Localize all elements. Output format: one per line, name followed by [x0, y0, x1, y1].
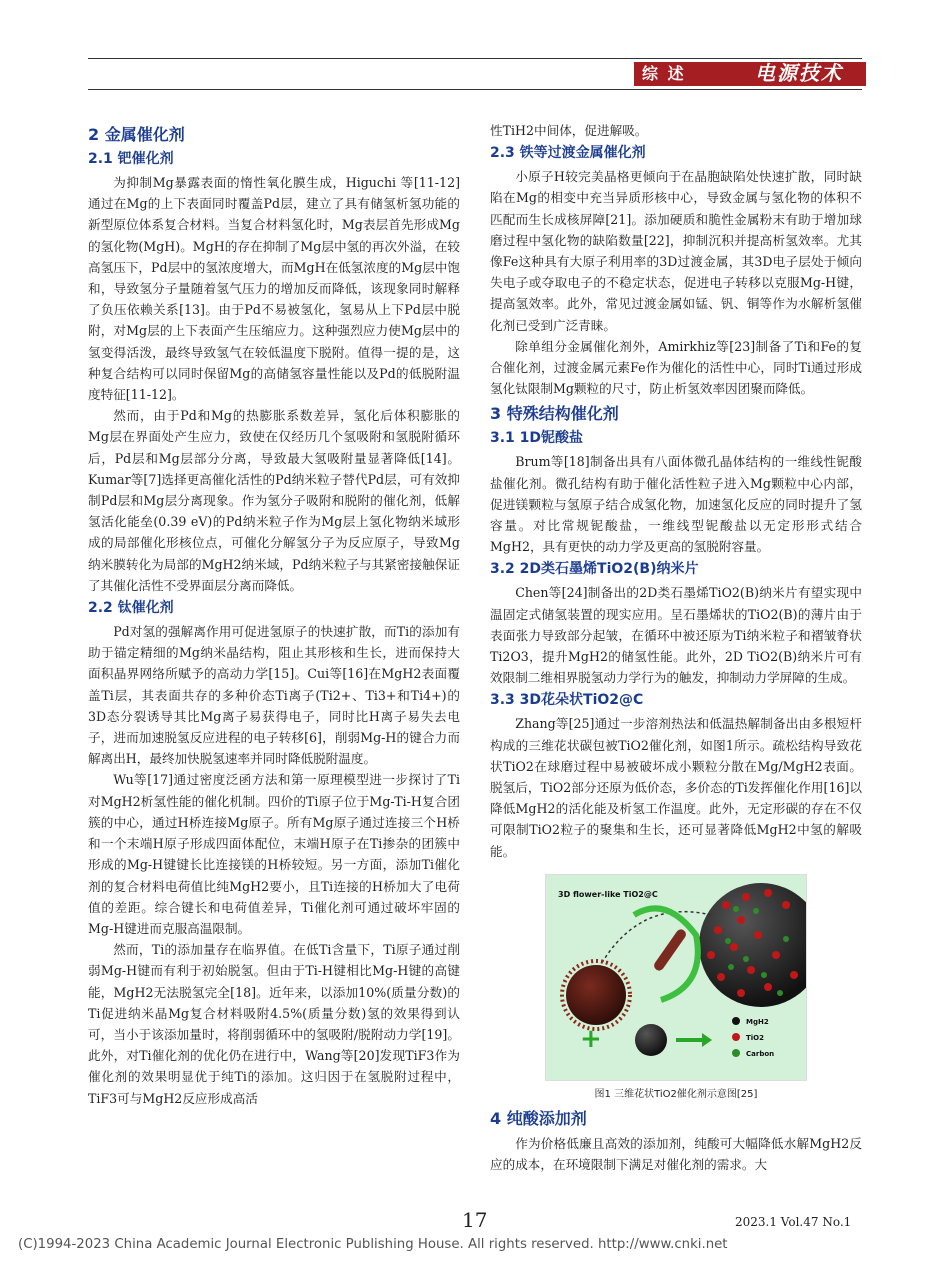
header-section-label: 综 述: [642, 64, 686, 83]
paragraph: Brum等[18]制备出具有八面体微孔晶体结构的一维线性铌酸盐催化剂。微孔结构有助于催化活性粒子进入Mg颗粒中心内部，促进镁颗粒与氢原子结合成氢化物，加速氢化反应的同时提升了氢容量。对比常规铌酸盐，一维线型铌酸盐以无定形形式结合MgH2，具有更快的动力学及更高的氢脱附容量。: [490, 454, 862, 555]
subsection-heading-pd: 2.1 钯催化剂: [88, 151, 174, 167]
paragraph: 作为价格低廉且高效的添加剂，纯酸可大幅降低水解MgH2反应的成本，在环境限制下满足对催化剂的需求。大: [490, 1135, 862, 1173]
paragraph: Zhang等[25]通过一步溶剂热法和低温热解制备出由多根短杆构成的三维花状碳包被TiO2催化剂，如图1所示。疏松结构导致花状TiO2在球磨过程中易被破坏成小颗粒分散在Mg/MgH2表面。脱氢后，TiO2部分还原为低价态，多价态的Ti发挥催化作用[16]以降低MgH2的活化能及析氢工作温度。此外，无定形碳的存在不仅可限制TiO2粒子的聚集和生长，还可显著降低MgH2中氢的解吸能。: [490, 716, 862, 859]
section-heading-special: 3 特殊结构催化剂: [490, 404, 619, 424]
figure-caption: 图1 三维花状TiO2催化剂示意图[25]: [594, 1088, 758, 1100]
left-column: [88, 120, 460, 1109]
paragraph: Chen等[24]制备出的2D类石墨烯TiO2(B)纳米片有望实现中温固定式储氢装置的现实应用。呈石墨烯状的TiO2(B)的薄片由于表面张力导致部分起皱，在循环中被还原为Ti纳米粒子和褶皱脊状Ti2O3，提升MgH2的储氢性能。此外，2D TiO2(B)纳米片可有效限制二维相界脱氢动力学行为的触发，抑制动力学屏障的生成。: [490, 585, 862, 686]
paragraph: 然而，由于Pd和Mg的热膨胀系数差异，氢化后体积膨胀的Mg层在界面处产生应力，致使在仅经历几个氢吸附和氢脱附循环后，Pd层和Mg层部分分离，导致最大氢吸附量显著降低[14]。Kumar等[7]选择更高催化活性的Pd纳米粒子替代Pd层，可有效抑制Pd层和Mg层分离现象。作为氢分子吸附和脱附的催化剂，低解氢活化能垒(0.39 eV)的Pd纳米粒子作为Mg层上氢化物纳米域形成的局部催化形核位点，可催化分解氢分子为反应原子，导致Mg纳米膜转化为局部的MgH2纳米域，Pd纳米粒子与其紧密接触保证了其催化活性不受界面层分离而降低。: [88, 408, 460, 593]
paragraph-continued: 性TiH2中间体，促进解吸。: [490, 123, 648, 138]
journal-logo: 电源技术: [755, 61, 843, 85]
figure-label: 3D flower-like TiO2@C: [558, 889, 658, 899]
subsection-heading-niobate: 3.1 1D铌酸盐: [490, 430, 584, 447]
issue-info: 2023.1 Vol.47 No.1: [735, 1215, 852, 1229]
paragraph: 为抑制Mg暴露表面的惰性氧化膜生成，Higuchi 等[11-12]通过在Mg的上下表面同时覆盖Pd层，建立了具有储氢析氢功能的新型原位体系复合材料。当复合材料氢化时，Mg表层首先形成Mg的氢化物(MgH)。MgH的存在抑制了Mg层中氢的再次外溢，在较高氢压下，Pd层中的氢浓度增大，而MgH在低氢浓度的Mg层中饱和，导致氢分子量随着氢气压力的增加反而降低，该现象同时解释了负压依赖关系[13]。由于Pd不易被氢化，氢易从上下Pd层中脱附，对Mg层的上下表面产生压缩应力。这种强烈应力使Mg层中的氢变得活泼，最终导致氢气在较低温度下脱附。值得一提的是，这种复合结构可以同时保留Mg的高储氢容量性能以及Pd的低脱附温度特征[11-12]。: [88, 175, 460, 403]
subsection-heading-flower: 3.3 3D花朵状TiO2@C: [490, 692, 644, 709]
section-heading-acid: 4 纯酸添加剂: [490, 1108, 587, 1128]
subsection-heading-fe: 2.3 铁等过渡金属催化剂: [490, 145, 646, 162]
paragraph: 除单组分金属催化剂外，Amirkhiz等[23]制备了Ti和Fe的复合催化剂，过渡金属元素Fe作为催化的活性中心，同时Ti通过形成氢化钛限制Mg颗粒的尺寸，防止析氢效率因团聚而降低。: [490, 338, 862, 397]
subsection-heading-tio2b: 3.2 2D类石墨烯TiO2(B)纳米片: [490, 561, 699, 578]
svg-text:+: +: [580, 1023, 602, 1054]
legend-carbon: Carbon: [746, 1049, 775, 1058]
legend-tio2: TiO2: [746, 1033, 764, 1042]
paragraph: Wu等[17]通过密度泛函方法和第一原理模型进一步探讨了Ti对MgH2析氢性能的催化机制。四价的Ti原子位于Mg-Ti-H复合团簇的中心，通过H桥连接Mg原子。所有Mg原子通过连接三个H桥和一个末端H原子形成四面体配位，末端H原子在Ti掺杂的团簇中形成的Mg-H键键长比连接镁的H桥较短。另一方面，添加Ti催化剂的复合材料电荷值比纯MgH2要小，且Ti连接的H桥加大了电荷值的差距。综合键长和电荷值差异，Ti催化剂可通过破坏牢固的Mg-H键进而克服高温限制。: [88, 772, 460, 936]
paragraph: 然而，Ti的添加量存在临界值。在低Ti含量下，Ti原子通过削弱Mg-H键而有利于初始脱氢。但由于Ti-H键相比Mg-H键的高键能，MgH2无法脱氢完全[18]。近年来，以添加10%(质量分数)的Ti促进纳米晶Mg复合材料吸附4.5%(质量分数)氢的效果得到认可，当小于该添加量时，将削弱循环中的氢吸附/脱附动力学[19]。此外，对Ti催化剂的优化仍在进行中，Wang等[20]发现TiF3作为催化剂的效果明显优于纯Ti的添加。这归因于在氢脱附过程中，TiF3可与MgH2反应形成高活: [88, 942, 460, 1106]
paragraph: Pd对氢的强解离作用可促进氢原子的快速扩散，而Ti的添加有助于锚定精细的Mg纳米晶结构，阻止其形核和生长，进而保持大面积晶界网络所赋予的高动力学[15]。Cui等[16]在MgH2表面覆盖Ti层，其表面共存的多种价态Ti离子(Ti2+、Ti3+和Ti4+)的3D态分裂诱导其比Mg离子易获得电子，同时比H离子易失去电子，进而加速脱氢反应进程的电子转移[6]，削弱Mg-H的键合力而解离出H，最终加快脱氢速率并同时降低脱附温度。: [88, 624, 460, 767]
legend-mgh2: MgH2: [746, 1017, 769, 1026]
copyright-line: (C)1994-2023 China Academic Journal Electronic Publishing House. All rights reserved. http://www.cnki.net: [18, 1237, 728, 1252]
section-heading-metal: 2 金属催化剂: [88, 125, 185, 144]
subsection-heading-ti: 2.2 钛催化剂: [88, 600, 174, 617]
figure-illustration: [546, 875, 806, 1080]
figure-1: [545, 874, 807, 1081]
page-number: 17: [462, 1208, 488, 1232]
header-rule-top: [88, 58, 862, 59]
header-rule-bottom: [88, 89, 862, 90]
right-column: [490, 120, 862, 1175]
paragraph: 小原子H较完美晶格更倾向于在晶胞缺陷处快速扩散，同时缺陷在Mg的相变中充当异质形核中心，导致金属与氢化物的体积不匹配而生长成核屏障[21]。添加硬质和脆性金属粉末有助于增加球磨过程中氢化物的缺陷数量[22]，抑制沉积并提高析氢效率。尤其像Fe这种具有大原子利用率的3D过渡金属，其3D电子层处于倾向失电子或夺取电子的不稳定状态，促进电子转移以克服Mg-H键，提高氢效率。此外，常见过渡金属如锰、钒、铜等作为水解析氢催化剂已受到广泛青睐。: [490, 169, 862, 333]
